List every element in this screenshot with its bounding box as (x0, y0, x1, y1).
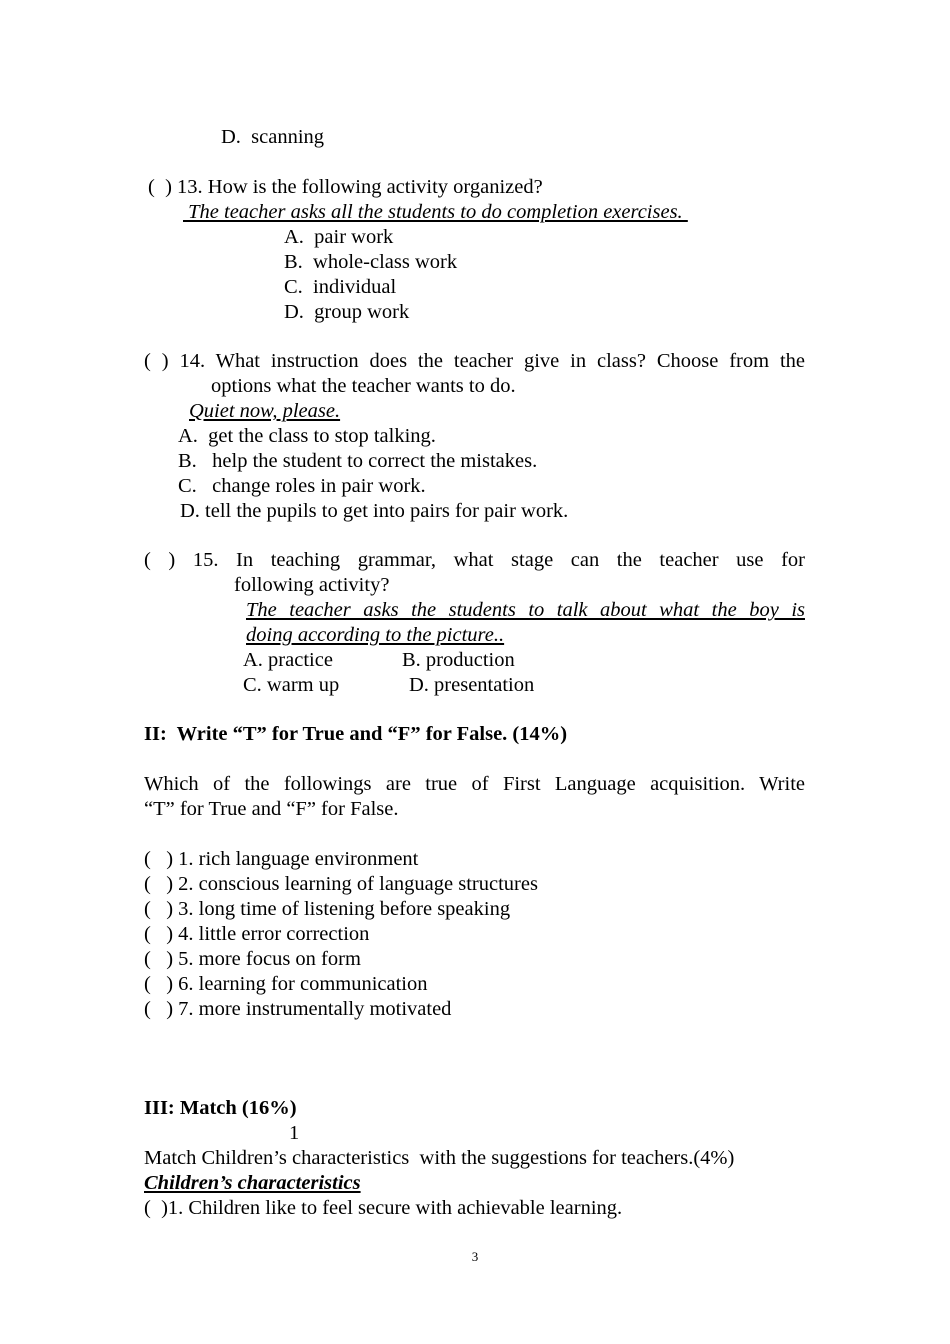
q15-option-b: B. production (402, 649, 515, 671)
section2-item-6: ( ) 6. learning for communication (144, 973, 428, 995)
section2-item-7: ( ) 7. more instrumentally motivated (144, 998, 452, 1020)
q15-stem-line1: ( ) 15. In teaching grammar, what stage can the teacher use for (144, 549, 805, 571)
section2-item-5: ( ) 5. more focus on form (144, 948, 361, 970)
q15-option-a: A. practice (243, 649, 333, 671)
q14-stem-line2: options what the teacher wants to do. (211, 375, 516, 397)
section2-item-1: ( ) 1. rich language environment (144, 848, 419, 870)
section2-item-3: ( ) 3. long time of listening before speaking (144, 898, 511, 920)
section3-heading: III: Match (16%) (144, 1097, 297, 1119)
q15-prompt-line1: The teacher asks the students to talk about what the boy is (246, 599, 805, 621)
section3-sub-number: 1 (289, 1122, 300, 1144)
q15-option-d: D. presentation (409, 674, 535, 696)
section2-heading: II: Write “T” for True and “F” for False. (14%) (144, 723, 568, 745)
q14-option-c: C. change roles in pair work. (178, 475, 426, 497)
q14-prompt: Quiet now, please. (189, 400, 341, 422)
q13-prompt: The teacher asks all the students to do completion exercises. (183, 201, 688, 223)
section3-column-title: Children’s characteristics (144, 1172, 361, 1194)
q14-option-d: D. tell the pupils to get into pairs for pair work. (180, 500, 569, 522)
section2-item-4: ( ) 4. little error correction (144, 923, 370, 945)
q13-option-a: A. pair work (284, 226, 394, 248)
q13-option-c: C. individual (284, 276, 397, 298)
q15-option-c: C. warm up (243, 674, 340, 696)
q14-option-a: A. get the class to stop talking. (178, 425, 436, 447)
q15-stem-line2: following activity? (234, 574, 390, 596)
page-number: 3 (471, 1249, 479, 1264)
section3-instruction: Match Children’s characteristics with the suggestions for teachers.(4%) (144, 1147, 735, 1169)
section2-intro-line2: “T” for True and “F” for False. (144, 798, 399, 820)
q15-prompt-line2: doing according to the picture.. (246, 624, 505, 646)
q12-option-d: D. scanning (221, 126, 325, 148)
q13-stem: ( ) 13. How is the following activity organized? (148, 176, 543, 198)
q13-option-b: B. whole-class work (284, 251, 458, 273)
section3-item-1: ( )1. Children like to feel secure with achievable learning. (144, 1197, 623, 1219)
q14-stem-line1: ( ) 14. What instruction does the teacher give in class? Choose from the (144, 350, 805, 372)
q14-option-b: B. help the student to correct the mistakes. (178, 450, 538, 472)
q13-option-d: D. group work (284, 301, 410, 323)
section2-item-2: ( ) 2. conscious learning of language structures (144, 873, 538, 895)
section2-intro-line1: Which of the followings are true of First Language acquisition. Write (144, 773, 805, 795)
